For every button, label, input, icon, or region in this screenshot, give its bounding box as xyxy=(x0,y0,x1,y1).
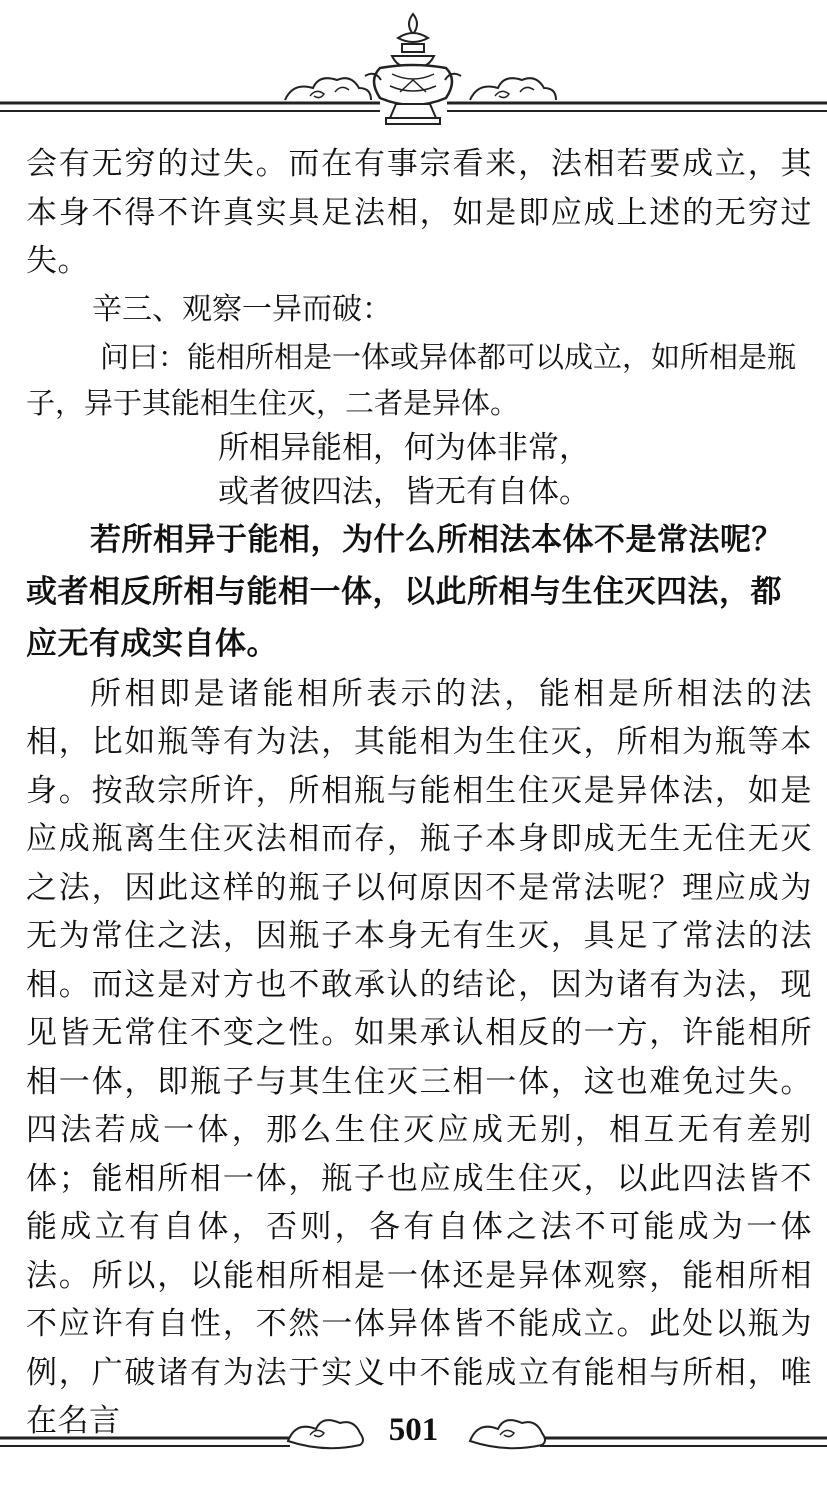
verse-line-1: 所相异能相，何为体非常， xyxy=(218,429,590,466)
page-content xyxy=(26,140,812,1446)
verse-explanation: 若所相异于能相，为什么所相法本体不是常法呢？或者相反所相与能相一体，以此所相与生住灭四法，都应无有成实自体。 xyxy=(26,521,783,662)
paragraph-continuation: 会有无穷的过失。而在有事宗看来，法相若要成立，其本身不得不许真实具足法相，如是即应成上述的无穷过失。 xyxy=(26,146,812,279)
commentary-paragraph: 所相即是诸能相所表示的法，能相是所相法的法相，比如瓶等有为法，其能相为生住灭，所相为瓶等本身。按敌宗所许，所相瓶与能相生住灭是异体法，如是应成瓶离生住灭法相而存，瓶子本身即成无生无住无灭之法，因此这样的瓶子以何原因不是常法呢？理应成为无为常住之法，因瓶子本身无有生灭，具足了常法的法相。而这是对方也不敢承认的结论，因为诸有为法，现见皆无常住不变之性。如果承认相反的一方，许能相所相一体，即瓶子与其生住灭三相一体，这也难免过失。四法若成一体，那么生住灭应成无别，相互无有差别体；能相所相一体，瓶子也应成生住灭，以此四法皆不能成立有自体，否则，各有自体之法不可能成为一体法。所以，以能相所相是一体还是异体观察，能相所相不应许有自性，不然一体异体皆不能成立。此处以瓶为例，广破诸有为法于实义中不能成立有能相与所相，唯在名言 xyxy=(26,675,812,1439)
page-number: 501 xyxy=(388,1412,439,1448)
question-paragraph: 问曰：能相所相是一体或异体都可以成立，如所相是瓶子，异于其能相生住灭，二者是异体。 xyxy=(26,339,797,420)
treasure-vase-icon xyxy=(0,0,827,135)
section-heading: 辛三、观察一异而破： xyxy=(92,291,392,327)
header-ornament xyxy=(0,0,827,135)
verse-line-2: 或者彼四法，皆无有自体。 xyxy=(218,473,590,510)
